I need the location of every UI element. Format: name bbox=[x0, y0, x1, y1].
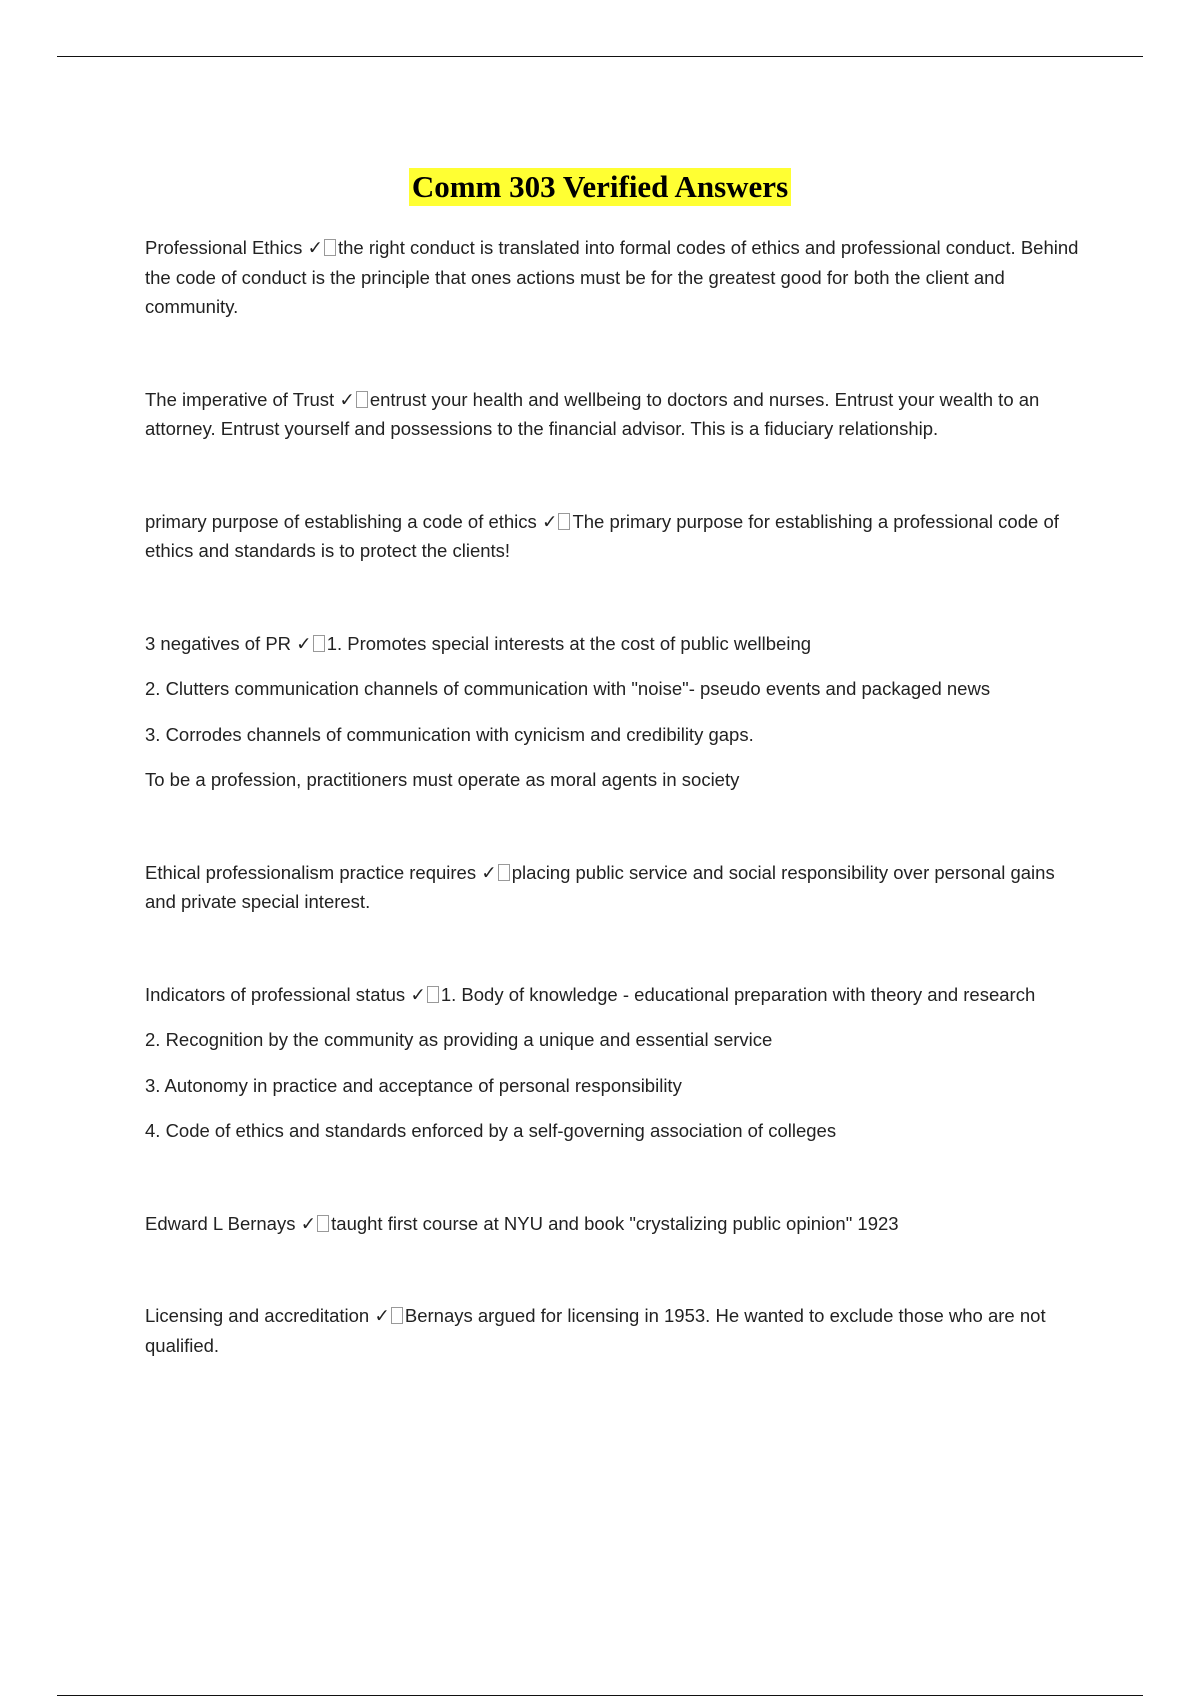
entry-paragraph bbox=[145, 858, 1085, 917]
entry-paragraph bbox=[145, 385, 1085, 444]
entry-term: Professional Ethics bbox=[145, 237, 303, 258]
entry-definition: The primary purpose for establishing a professional code of ethics and standards is to protect the clients! bbox=[145, 510, 1059, 561]
qa-entry bbox=[145, 507, 1085, 566]
missing-glyph-icon bbox=[317, 1215, 329, 1232]
missing-glyph-icon bbox=[558, 513, 570, 530]
qa-entry bbox=[145, 385, 1085, 444]
entry-line: 2. Clutters communication channels of communication with "noise"- pseudo events and packaged news bbox=[145, 678, 991, 699]
check-icon: ✓ bbox=[307, 237, 323, 258]
entry-definition: Bernays argued for licensing in 1953. He wanted to exclude those who are not qualified. bbox=[145, 1305, 1046, 1356]
missing-glyph-icon bbox=[356, 391, 368, 408]
missing-glyph-icon bbox=[427, 986, 439, 1003]
entry-line: 3. Autonomy in practice and acceptance of personal responsibility bbox=[145, 1074, 682, 1096]
entry-definition: placing public service and social responsibility over personal gains and private special interest. bbox=[145, 861, 1055, 912]
header-rule bbox=[57, 56, 1143, 57]
entry-term: Edward L Bernays bbox=[145, 1212, 296, 1234]
entry-paragraph bbox=[145, 629, 1085, 659]
qa-entry bbox=[145, 980, 1085, 1146]
check-icon: ✓ bbox=[481, 861, 497, 883]
entry-line: 2. Recognition by the community as providing a unique and essential service bbox=[145, 1029, 773, 1050]
entry-term: Licensing and accreditation bbox=[145, 1305, 370, 1326]
missing-glyph-icon bbox=[313, 635, 325, 652]
entry-term: primary purpose of establishing a code of ethics bbox=[145, 510, 537, 532]
entry-paragraph bbox=[145, 980, 1085, 1010]
footer-rule bbox=[57, 1695, 1143, 1696]
entry-line: 3. Corrodes channels of communication with cynicism and credibility gaps. bbox=[145, 723, 754, 745]
entry-paragraph bbox=[145, 1301, 1085, 1360]
entry-line: To be a profession, practitioners must operate as moral agents in society bbox=[145, 769, 740, 790]
qa-entry bbox=[145, 233, 1085, 322]
qa-entry bbox=[145, 1209, 1085, 1239]
entry-paragraph bbox=[145, 233, 1085, 322]
document-body bbox=[145, 233, 1085, 1423]
entry-term: The imperative of Trust bbox=[145, 388, 335, 410]
entry-definition: entrust your health and wellbeing to doctors and nurses. Entrust your wealth to an attorney. Entrust yourself and possessions to the financial advisor. This is a fiduciary relationship. bbox=[145, 388, 1040, 439]
entry-term: Indicators of professional status bbox=[145, 983, 406, 1005]
entry-term: Ethical professionalism practice requires bbox=[145, 861, 477, 883]
check-icon: ✓ bbox=[296, 632, 312, 654]
document-title: Comm 303 Verified Answers bbox=[409, 168, 791, 206]
missing-glyph-icon bbox=[498, 864, 510, 881]
check-icon: ✓ bbox=[339, 388, 355, 410]
check-icon: ✓ bbox=[300, 1212, 317, 1234]
check-icon: ✓ bbox=[410, 983, 426, 1005]
check-icon: ✓ bbox=[374, 1305, 390, 1326]
missing-glyph-icon bbox=[324, 239, 336, 256]
missing-glyph-icon bbox=[391, 1307, 403, 1324]
qa-entry bbox=[145, 1301, 1085, 1360]
entry-definition: taught first course at NYU and book "crystalizing public opinion" 1923 bbox=[331, 1212, 899, 1234]
entry-definition: 1. Promotes special interests at the cost of public wellbeing bbox=[326, 632, 812, 654]
entry-paragraph bbox=[145, 1209, 1085, 1239]
entry-term: 3 negatives of PR bbox=[145, 632, 292, 654]
entry-definition: the right conduct is translated into formal codes of ethics and professional conduct. Behind the code of conduct is the principle that ones actions must be for the greatest good for both the client and community. bbox=[145, 237, 1079, 317]
title-container bbox=[0, 168, 1200, 206]
check-icon: ✓ bbox=[541, 510, 558, 532]
entry-definition: 1. Body of knowledge - educational preparation with theory and research bbox=[440, 983, 1036, 1005]
qa-entry bbox=[145, 858, 1085, 917]
qa-entry bbox=[145, 629, 1085, 795]
entry-paragraph bbox=[145, 507, 1085, 566]
entry-line: 4. Code of ethics and standards enforced by a self-governing association of colleges bbox=[145, 1120, 837, 1141]
